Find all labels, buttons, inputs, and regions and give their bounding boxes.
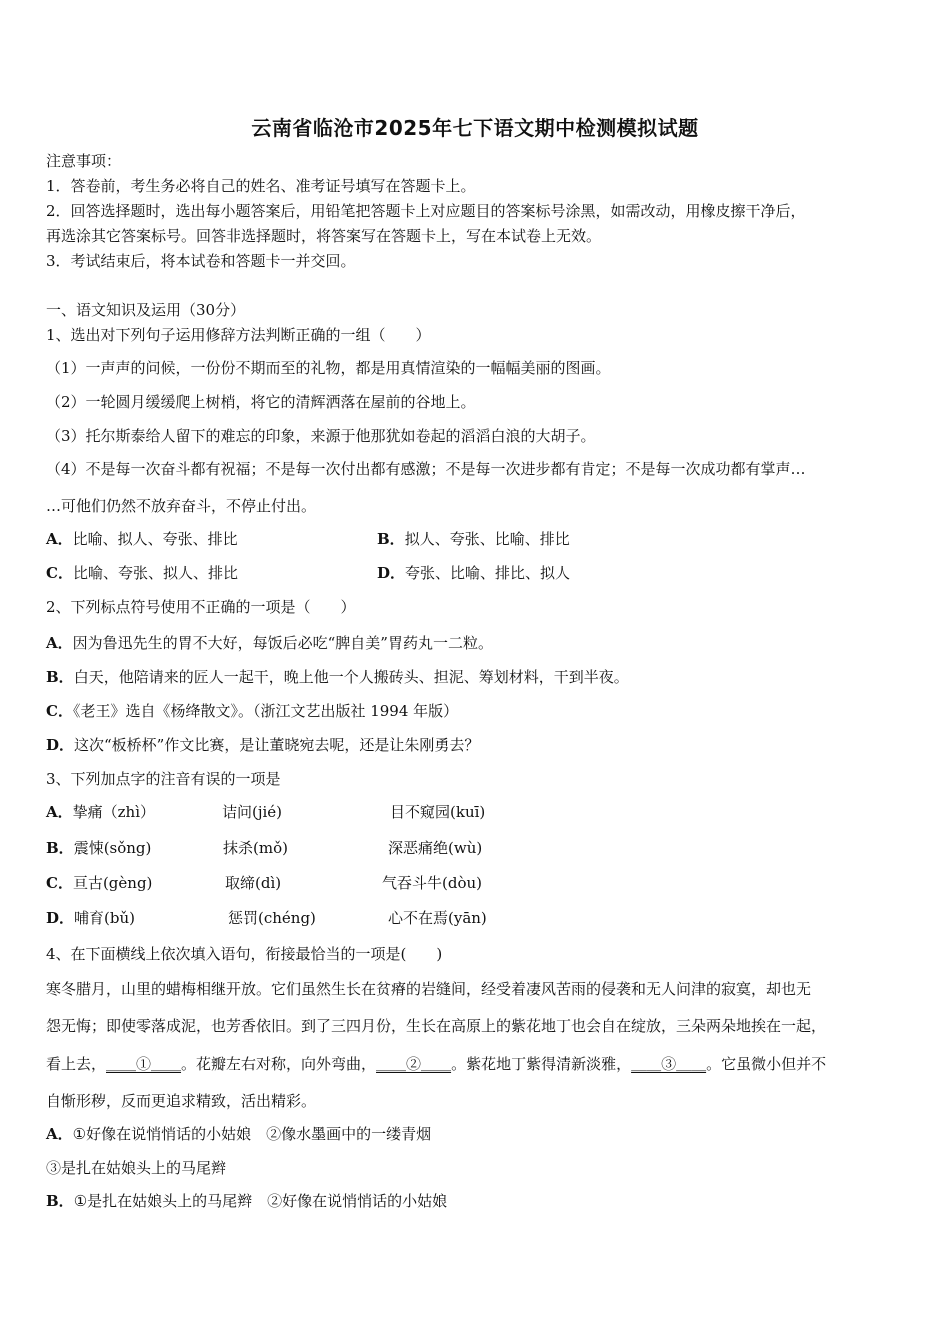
q1-sentence-1: （1）一声声的问候，一份份不期而至的礼物，都是用真情渲染的一幅幅美丽的图画。 [46,359,611,377]
option-text: 因为鲁迅先生的胃不大好，每饭后必吃“脾自美”胃药丸一二粒。 [72,634,493,652]
option-label: D． [377,564,406,582]
q2-option-c[interactable] [46,701,458,721]
option-word-2: 取缔(dì) [225,874,282,892]
option-label: A． [46,634,73,652]
option-word-3: 气吞斗牛(dòu) [382,874,482,892]
q1-option-a[interactable] [46,529,238,549]
notice-item: 3．考试结束后，将本试卷和答题卡一并交回。 [46,252,356,270]
section-heading: 一、语文知识及运用（30分） [46,301,246,319]
q1-sentence-4: （4）不是每一次奋斗都有祝福；不是每一次付出都有感激；不是每一次进步都有肯定；不是每一次成功都有掌声… [46,460,806,478]
fill-blank-3: ＿＿③＿＿ [631,1055,707,1073]
q1-stem: 1、选出对下列句子运用修辞方法判断正确的一组（ ） [46,326,431,344]
q3-option-c[interactable] [46,873,152,893]
q1-sentence-2: （2）一轮圆月缓缓爬上树梢，将它的清辉洒落在屋前的谷地上。 [46,393,476,411]
option-word-1: 震悚(sǒng) [73,839,152,857]
q3-stem: 3、下列加点字的注音有误的一项是 [46,770,281,788]
passage-text: 看上去， [46,1055,107,1073]
option-word-3: 目不窥园(kuī) [390,803,486,821]
notice-item: 2．回答选择题时，选出每小题答案后，用铅笔把答题卡上对应题目的答案标号涂黑，如需改动，用橡皮擦干净后， [46,202,806,220]
q1-sentence-3: （3）托尔斯泰给人留下的难忘的印象，来源于他那犹如卷起的滔滔白浪的大胡子。 [46,427,596,445]
option-text: 比喻、夸张、拟人、排比 [72,564,238,582]
option-word-2: 抹杀(mǒ) [223,839,288,857]
q4-option-a-cont: ③是扎在姑娘头上的马尾辫 [46,1159,227,1177]
option-word-3: 心不在焉(yān) [388,909,487,927]
option-word-2: 诘问(jié) [222,803,283,821]
option-label: B． [377,530,405,548]
option-label: D． [46,909,75,927]
option-text: 夸张、比喻、排比、拟人 [405,564,571,582]
fill-blank-1: ＿＿①＿＿ [106,1055,182,1073]
option-text: 白天，他陪请来的匠人一起干，晚上他一个人搬砖头、担泥、筹划材料，干到半夜。 [73,668,629,686]
option-text: ①是扎在姑娘头上的马尾辫 ②好像在说悄悄话的小姑娘 [73,1192,448,1210]
q3-option-a[interactable] [46,802,155,822]
option-label: C． [46,874,73,892]
option-text: ①好像在说悄悄话的小姑娘 ②像水墨画中的一缕青烟 [72,1125,432,1143]
passage-text: 。它虽微小但并不 [706,1055,827,1073]
q2-option-a[interactable] [46,633,493,653]
option-label: C． [46,702,73,720]
q4-passage-line [46,1054,826,1074]
option-text: 《老王》选自《杨绛散文》。（浙江文艺出版社 1994 年版） [72,702,459,720]
q4-option-b[interactable] [46,1191,447,1211]
q2-stem: 2、下列标点符号使用不正确的一项是（ ） [46,598,356,616]
option-text: 比喻、拟人、夸张、排比 [72,530,238,548]
notice-heading: 注意事项： [46,152,122,170]
option-label: A． [46,803,73,821]
q4-stem: 4、在下面横线上依次填入语句，衔接最恰当的一项是( ) [46,945,443,963]
option-label: B． [46,839,74,857]
option-label: D． [46,736,75,754]
option-text: 拟人、夸张、比喻、排比 [404,530,570,548]
q4-passage-line: 自惭形秽，反而更追求精致，活出精彩。 [46,1092,317,1110]
option-label: A． [46,530,73,548]
passage-text: 。花瓣左右对称，向外弯曲， [181,1055,377,1073]
q1-option-d[interactable] [377,563,570,583]
option-word-3: 深恶痛绝(wù) [388,839,483,857]
option-word-1: 哺育(bǔ) [74,909,135,927]
q4-passage-line: 寒冬腊月，山里的蜡梅相继开放。它们虽然生长在贫瘠的岩缝间，经受着凄风苦雨的侵袭和无人问津的寂寞，却也无 [46,980,812,998]
notice-item: 再选涂其它答案标号。回答非选择题时，将答案写在答题卡上，写在本试卷上无效。 [46,227,602,245]
q1-option-b[interactable] [377,529,570,549]
q2-option-d[interactable] [46,735,479,755]
option-word-2: 惩罚(chéng) [228,909,316,927]
q2-option-b[interactable] [46,667,629,687]
option-word-1: 亘古(gèng) [72,874,153,892]
passage-text: 。紫花地丁紫得清新淡雅， [451,1055,632,1073]
option-label: B． [46,668,74,686]
fill-blank-2: ＿＿②＿＿ [376,1055,452,1073]
q4-passage-line: 怨无悔；即使零落成泥，也芳香依旧。到了三四月份，生长在高原上的紫花地丁也会自在绽放，三朵两朵地挨在一起， [46,1017,827,1035]
q1-option-c[interactable] [46,563,238,583]
q3-option-b[interactable] [46,838,151,858]
option-word-1: 挚痛（zhì） [72,803,156,821]
q1-sentence-4-cont: …可他们仍然不放弃奋斗，不停止付出。 [46,497,317,515]
q3-option-d[interactable] [46,908,135,928]
option-label: B． [46,1192,74,1210]
notice-item: 1．答卷前，考生务必将自己的姓名、准考证号填写在答题卡上。 [46,177,476,195]
page-title: 云南省临沧市2025年七下语文期中检测模拟试题 [251,116,699,140]
option-label: C． [46,564,73,582]
option-text: 这次“板桥杯”作文比赛，是让董晓宛去呢，还是让朱刚勇去？ [74,736,480,754]
option-label: A． [46,1125,73,1143]
q4-option-a[interactable] [46,1124,431,1144]
